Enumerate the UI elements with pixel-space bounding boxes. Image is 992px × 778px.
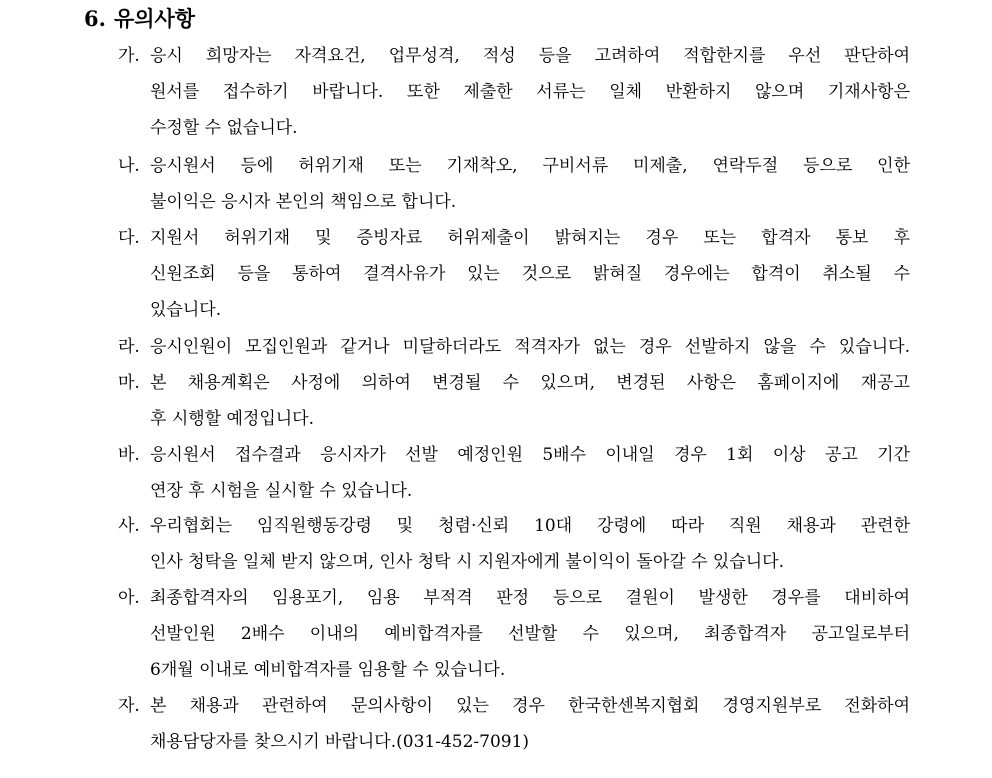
item-line: 지원서 허위기재 및 증빙자료 허위제출이 밝혀지는 경우 또는 합격자 통보 후	[150, 228, 910, 248]
item-line: 채용담당자를 찾으시기 바랍니다.(031-452-7091)	[150, 732, 530, 752]
notice-item-da	[118, 220, 910, 328]
item-line: 본 채용과 관련하여 문의사항이 있는 경우 한국한센복지협회 경영지원부로 전화하여	[150, 696, 910, 716]
section-heading	[84, 4, 195, 34]
item-line: 연장 후 시험을 실시할 수 있습니다.	[150, 481, 413, 501]
item-marker: 나.	[118, 156, 140, 176]
notice-item-sa	[118, 508, 910, 580]
item-line: 응시인원이 모집인원과 같거나 미달하더라도 적격자가 없는 경우 선발하지 않을 수 있습니다.	[150, 337, 910, 357]
item-line: 6개월 이내로 예비합격자를 임용할 수 있습니다.	[150, 660, 506, 680]
item-line: 수정할 수 없습니다.	[150, 118, 298, 138]
item-line: 응시원서 접수결과 응시자가 선발 예정인원 5배수 이내일 경우 1회 이상 공고 기간	[150, 445, 910, 465]
item-marker: 자.	[118, 696, 140, 716]
item-marker: 바.	[118, 445, 140, 465]
item-line: 응시 희망자는 자격요건, 업무성격, 적성 등을 고려하여 적합한지를 우선 판단하여	[150, 46, 910, 66]
notice-item-ja	[118, 688, 910, 760]
item-line: 응시원서 등에 허위기재 또는 기재착오, 구비서류 미제출, 연락두절 등으로 인한	[150, 156, 910, 176]
notice-item-ma	[118, 365, 910, 437]
item-marker: 다.	[118, 228, 140, 248]
item-line: 최종합격자의 임용포기, 임용 부적격 판정 등으로 결원이 발생한 경우를 대비하여	[150, 588, 910, 608]
item-marker: 아.	[118, 588, 140, 608]
item-line: 원서를 접수하기 바랍니다. 또한 제출한 서류는 일체 반환하지 않으며 기재사항은	[150, 82, 910, 102]
item-line: 있습니다.	[150, 300, 222, 320]
item-marker: 사.	[118, 516, 140, 536]
item-line: 선발인원 2배수 이내의 예비합격자를 선발할 수 있으며, 최종합격자 공고일로부터	[150, 624, 910, 644]
item-line: 우리협회는 임직원행동강령 및 청렴·신뢰 10대 강령에 따라 직원 채용과 관련한	[150, 516, 910, 536]
item-line: 불이익은 응시자 본인의 책임으로 합니다.	[150, 192, 457, 212]
notice-item-ba	[118, 437, 910, 509]
item-line: 본 채용계획은 사정에 의하여 변경될 수 있으며, 변경된 사항은 홈페이지에 재공고	[150, 373, 910, 393]
notice-item-ra	[118, 329, 910, 365]
notice-item-na	[118, 148, 910, 220]
item-marker: 라.	[118, 337, 140, 357]
section-title-text: 유의사항	[113, 6, 196, 31]
item-marker: 가.	[118, 46, 140, 66]
item-marker: 마.	[118, 373, 140, 393]
item-line: 인사 청탁을 일체 받지 않으며, 인사 청탁 시 지원자에게 불이익이 돌아갈 수 있습니다.	[150, 552, 785, 572]
notice-item-ga	[118, 38, 910, 146]
item-line: 후 시행할 예정입니다.	[150, 409, 315, 429]
item-line: 신원조회 등을 통하여 결격사유가 있는 것으로 밝혀질 경우에는 합격이 취소될 수	[150, 264, 910, 284]
section-number: 6.	[84, 6, 106, 31]
notice-item-a	[118, 580, 910, 688]
